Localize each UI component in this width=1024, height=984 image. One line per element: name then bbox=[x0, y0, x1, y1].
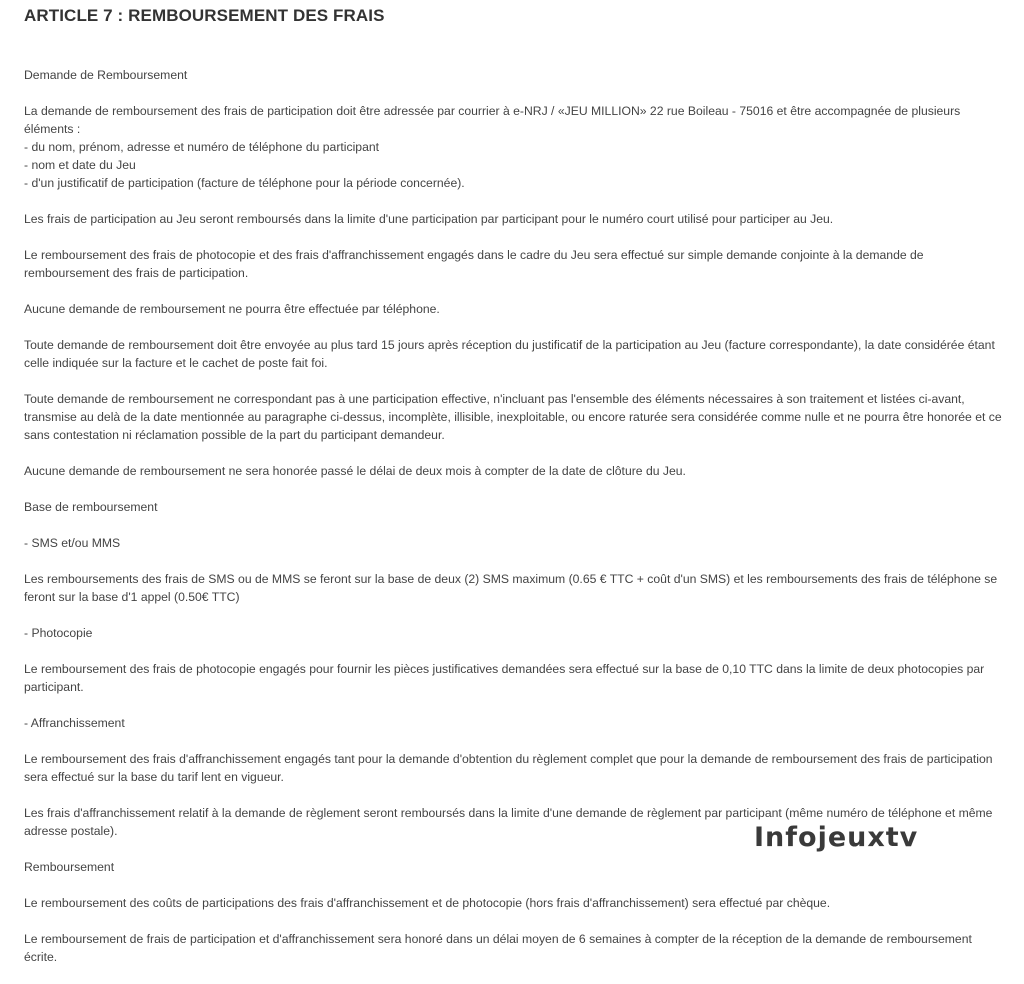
paragraph-frais-photocopie: Le remboursement des frais de photocopie et des frais d'affranchissement engagés dans le cadre du Jeu sera effectué sur simple demande conjointe à la demande de remboursement des frais de participation. bbox=[24, 248, 924, 280]
article-title: ARTICLE 7 : REMBOURSEMENT DES FRAIS bbox=[24, 6, 385, 25]
paragraph-photocopie: Le remboursement des frais de photocopie engagés pour fournir les pièces justificatives demandées sera effectué sur la base de 0,10 TTC dans la limite de deux photocopies par participant. bbox=[24, 662, 985, 694]
paragraph-telephone: Aucune demande de remboursement ne pourra être effectuée par téléphone. bbox=[24, 302, 440, 316]
section-heading-remboursement: Remboursement bbox=[24, 860, 115, 874]
paragraph-demande-adresse bbox=[24, 102, 1004, 192]
section-heading-base: Base de remboursement bbox=[24, 500, 158, 514]
paragraph-sms-mms: Les remboursements des frais de SMS ou de MMS se feront sur la base de deux (2) SMS maximum (0.65 € TTC + coût d'un SMS) et les remboursements des frais de téléphone se feront sur la base d'1 appel (0.50€ TTC) bbox=[24, 572, 998, 604]
paragraph-affranchissement: Le remboursement des frais d'affranchissement engagés tant pour la demande d'obtention du règlement complet que pour la demande de remboursement des frais de participation sera effectué sur la base du tarif lent en vigueur. bbox=[24, 752, 993, 784]
watermark-text: Infojeuxtv bbox=[754, 822, 919, 853]
section-heading-demande: Demande de Remboursement bbox=[24, 68, 188, 82]
subheading-affranchissement: - Affranchissement bbox=[24, 716, 125, 730]
list-item: - du nom, prénom, adresse et numéro de téléphone du participant bbox=[24, 140, 380, 154]
paragraph-limite-participation: Les frais de participation au Jeu seront remboursés dans la limite d'une participation par participant pour le numéro court utilisé pour participer au Jeu. bbox=[24, 212, 834, 226]
paragraph-nullite: Toute demande de remboursement ne correspondant pas à une participation effective, n'incluant pas l'ensemble des éléments nécessaires à son traitement et listées ci-avant, transmise au delà de la date mentionnée au paragraphe ci-dessus, incomplète, illisible, inexploitable, ou encore raturée sera considérée comme nulle et ne pourra être honorée et ce sans contestation ni réclamation possible de la part du participant demandeur. bbox=[24, 392, 1002, 442]
paragraph-affranchissement-limite: Les frais d'affranchissement relatif à la demande de règlement seront remboursés dans la limite d'une demande de règlement par participant (même numéro de téléphone et même adresse postale). bbox=[24, 806, 993, 838]
subheading-sms-mms: - SMS et/ou MMS bbox=[24, 536, 121, 550]
paragraph-cheque: Le remboursement des coûts de participations des frais d'affranchissement et de photocopie (hors frais d'affranchissement) sera effectué par chèque. bbox=[24, 896, 831, 910]
paragraph-text: La demande de remboursement des frais de participation doit être adressée par courrier à e-NRJ / «JEU MILLION» 22 rue Boileau - 75016 et être accompagnée de plusieurs éléments : bbox=[24, 104, 961, 136]
paragraph-delai-moyen: Le remboursement de frais de participation et d'affranchissement sera honoré dans un délai moyen de 6 semaines à compter de la réception de la demande de remboursement écrite. bbox=[24, 932, 972, 964]
paragraph-delai-envoi: Toute demande de remboursement doit être envoyée au plus tard 15 jours après réception du justificatif de la participation au Jeu (facture correspondante), la date considérée étant celle indiquée sur la facture et le cachet de poste fait foi. bbox=[24, 338, 995, 370]
list-item: - d'un justificatif de participation (facture de téléphone pour la période concernée). bbox=[24, 176, 465, 190]
subheading-photocopie: - Photocopie bbox=[24, 626, 93, 640]
list-item: - nom et date du Jeu bbox=[24, 158, 136, 172]
paragraph-delai-cloture: Aucune demande de remboursement ne sera honorée passé le délai de deux mois à compter de la date de clôture du Jeu. bbox=[24, 464, 686, 478]
